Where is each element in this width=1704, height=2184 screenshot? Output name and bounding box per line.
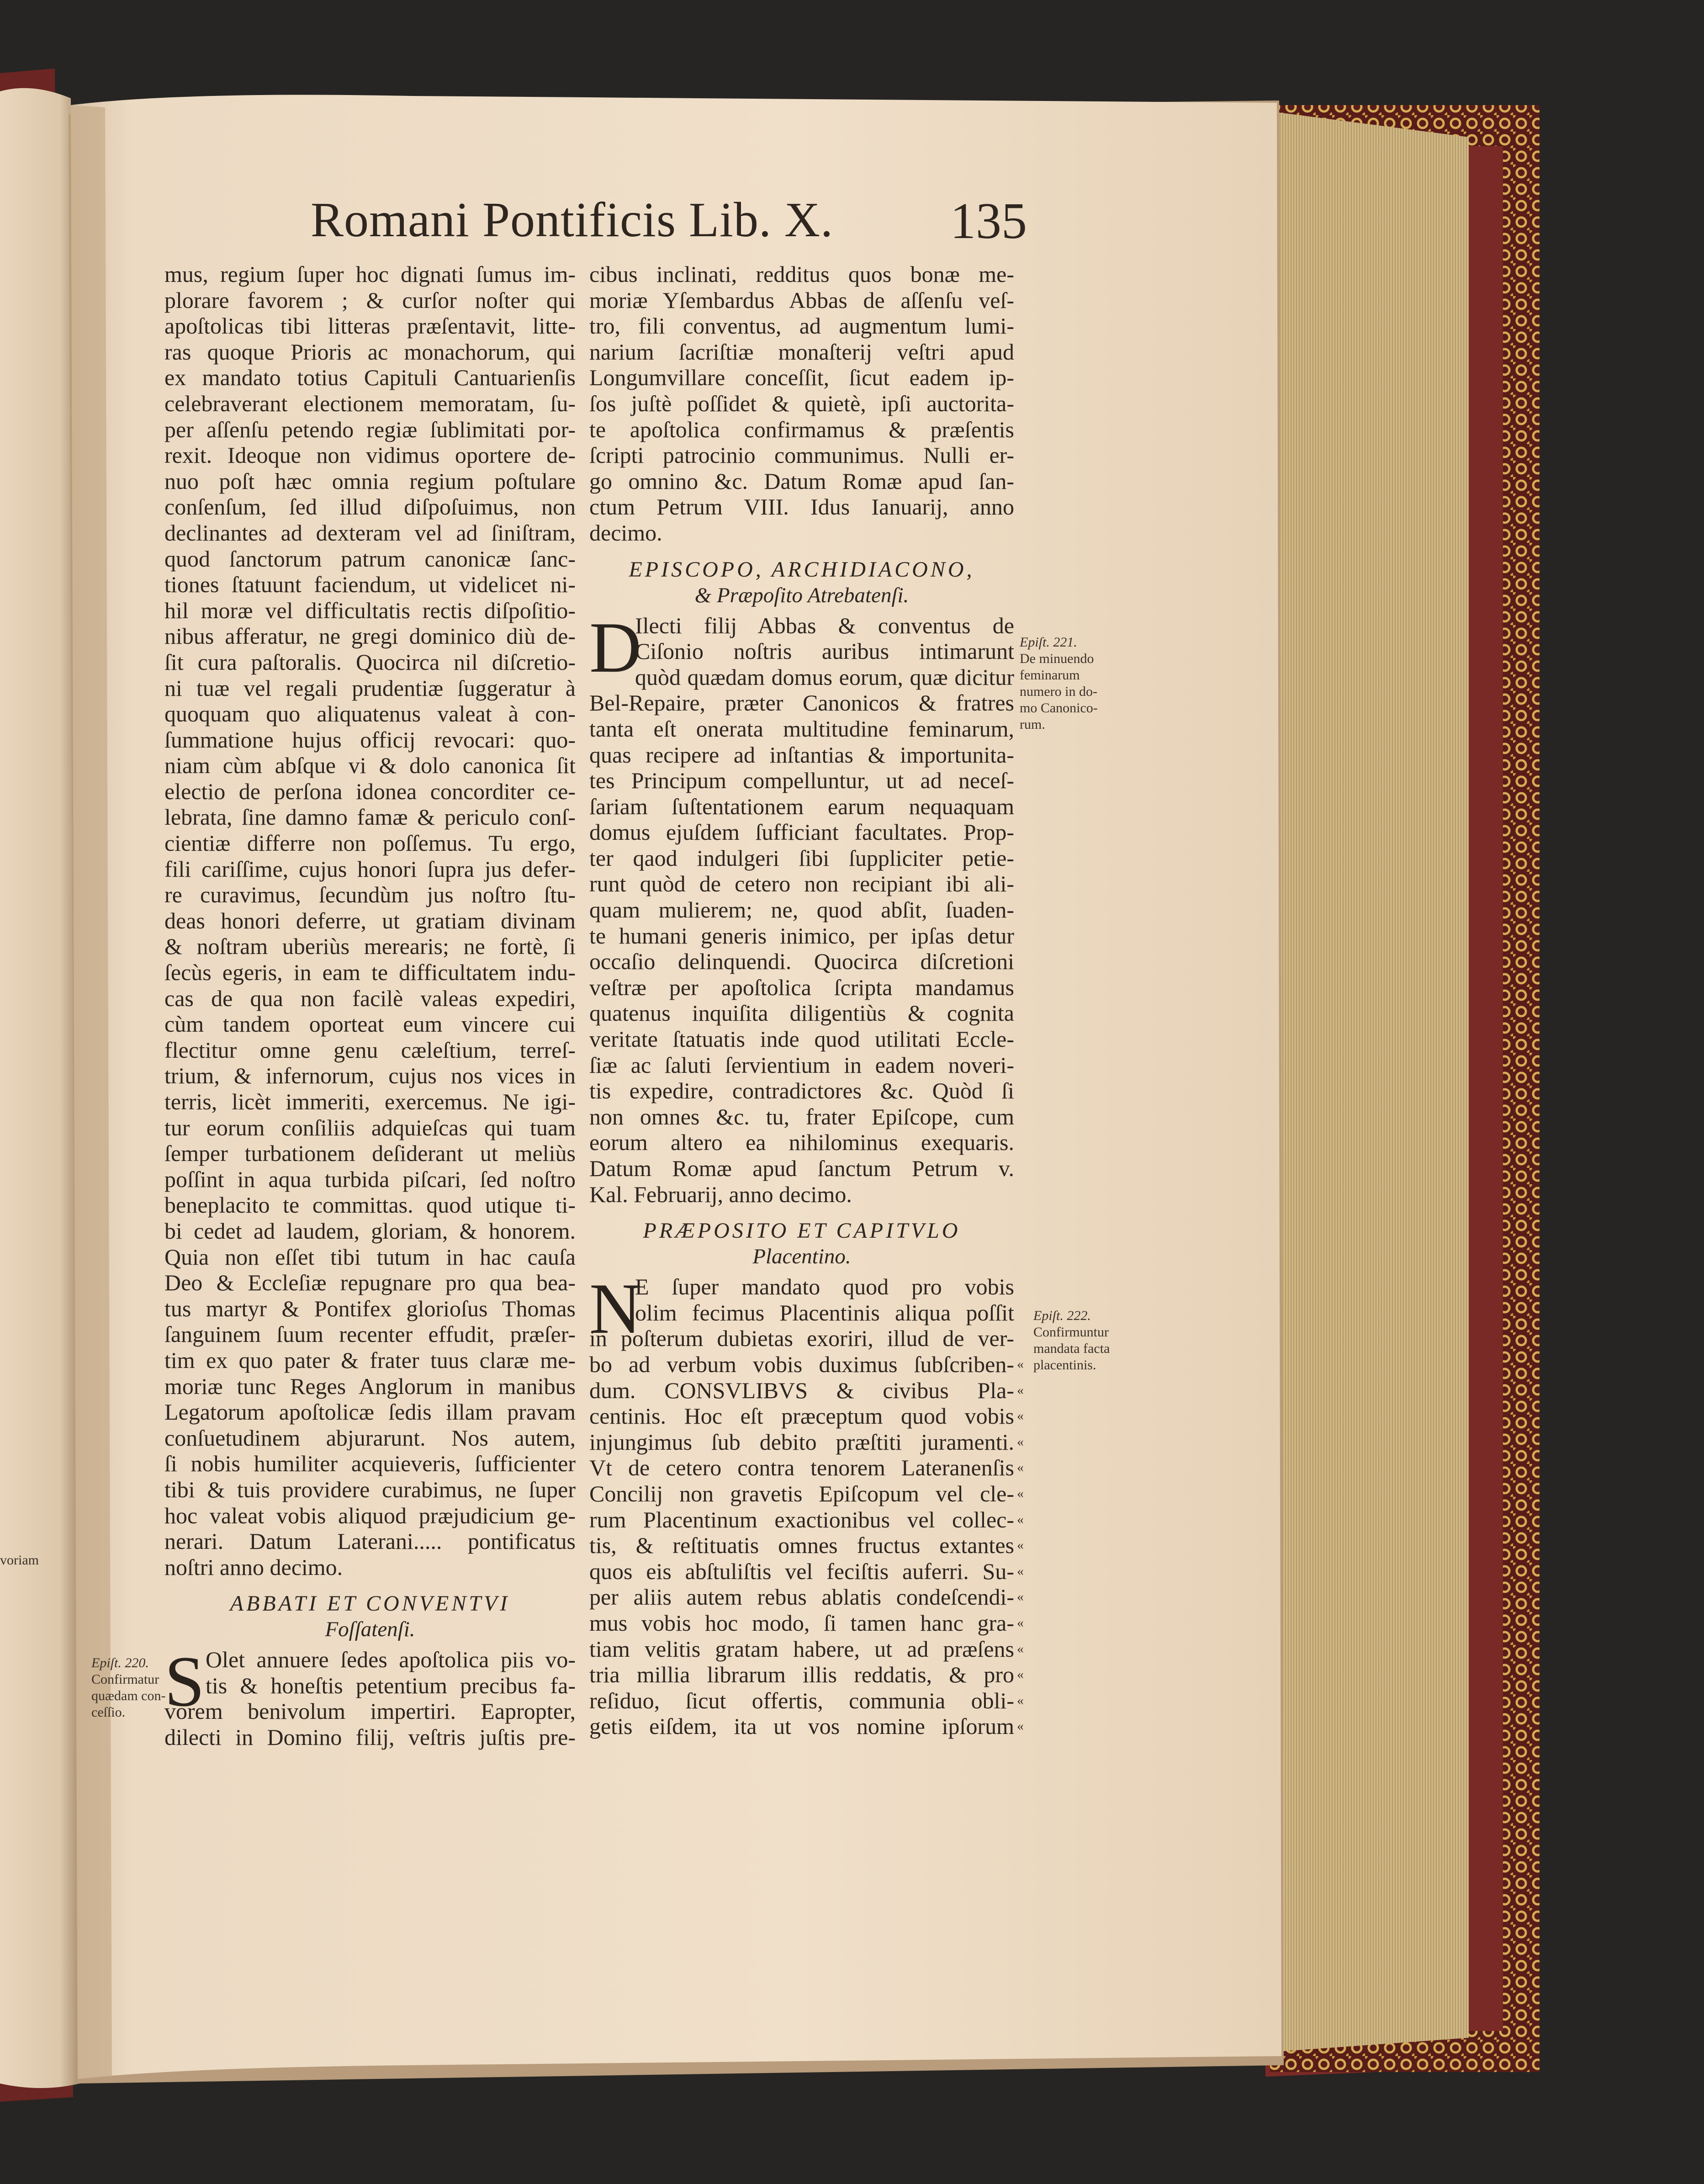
left-column: [164, 261, 576, 1750]
text-line: nibus afferatur, ne gregi dominico diù de-: [164, 623, 576, 649]
margin-note-line: quædam con-: [91, 1688, 166, 1703]
text-line: ras quoque Prioris ac monachorum, qui: [164, 339, 576, 365]
quotation-mark: «: [1017, 1408, 1024, 1424]
text-line: per aliis autem rebus ablatis condeſcendi-: [589, 1584, 1014, 1610]
text-line: veſtræ per apoſtolica ſcripta mandamus: [589, 974, 1014, 1000]
text-line: Legatorum apoſtolicæ ſedis illam pravam: [164, 1399, 576, 1425]
text-line: Deo & Eccleſiæ repugnare pro qua bea-: [164, 1270, 576, 1296]
margin-note-line: ceſſio.: [91, 1705, 126, 1720]
heading-epist-220: ABBATI ET CONVENTVI: [230, 1591, 510, 1616]
margin-note-line: Epiſt. 220.: [91, 1655, 149, 1670]
epist-220-text: [164, 1642, 576, 1750]
gutter-shadow: [71, 105, 112, 2079]
margin-note-epist-221: [1020, 634, 1098, 733]
text-line: bi cedet ad laudem, gloriam, & honorem.: [164, 1218, 576, 1244]
text-line: tibi & tuis providere curabimus, ne ſuper: [164, 1476, 576, 1502]
text-line: ſos juſtè poſſidet & quietè, ipſi auctorita-: [589, 390, 1014, 416]
margin-note-line: rum.: [1020, 717, 1045, 732]
text-line: noſtri anno decimo.: [164, 1554, 343, 1580]
text-line: fili cariſſime, cujus honori ſupra jus defer-: [164, 856, 576, 882]
text-line: quod ſanctorum patrum canonicæ ſanc-: [164, 546, 576, 572]
text-line: decimo.: [589, 519, 662, 546]
text-line: moriæ tunc Reges Anglorum in manibus: [164, 1373, 576, 1399]
text-line: getis eiſdem, ita ut vos nomine ipſorum: [589, 1713, 1014, 1739]
text-line: vorem benivolum impertiri. Eapropter,: [164, 1698, 576, 1724]
text-line: tis expedire, contradictores &c. Quòd ſi: [589, 1078, 1014, 1104]
epist-221-text: [589, 607, 1014, 1208]
text-line: mus, regium ſuper hoc dignati ſumus im-: [164, 261, 576, 287]
quotation-mark: «: [1017, 1434, 1024, 1449]
text-line: ex mandato totius Capituli Cantuarienſis: [164, 365, 576, 391]
text-line: Concilij non gravetis Epiſcopum vel cle-: [589, 1480, 1014, 1506]
quotation-mark: «: [1017, 1718, 1024, 1734]
text-line: moriæ Yſembardus Abbas de aſſenſu veſ-: [589, 287, 1014, 313]
right-column-lines: [589, 261, 1014, 546]
text-line: re curavimus, ſecundùm jus noſtro ſtu-: [164, 882, 576, 908]
margin-note-line: Confirmuntur: [1033, 1325, 1109, 1340]
text-line: celebraverant electionem memoratam, ſu-: [164, 390, 576, 416]
text-line: mus vobis hoc modo, ſi tamen hanc gra-: [589, 1610, 1014, 1636]
text-line: conſuetudinem abjurarunt. Nos autem,: [164, 1425, 576, 1451]
page-block-edge: [1275, 112, 1469, 2051]
text-line: te humani generis inimico, per ipſas detur: [589, 922, 1014, 949]
quotation-marks-column: [1017, 1352, 1035, 1739]
text-line: rum Placentinum exactionibus vel collec-: [589, 1506, 1014, 1532]
margin-note-line: numero in do-: [1020, 684, 1097, 699]
quotation-mark: «: [1017, 1511, 1024, 1527]
text-line: go omnino &c. Datum Romæ apud ſan-: [589, 468, 1014, 494]
text-line: hil moræ vel difficultatis rectis diſpoſitio-: [164, 597, 576, 623]
text-line: tis, & reſtituatis omnes fructus extantes: [589, 1532, 1014, 1558]
text-line: Olet annuere ſedes apoſtolica piis vo-: [206, 1647, 576, 1673]
text-line: quas recipere ad inſtantias & importunita-: [589, 742, 1014, 768]
text-line: & noſtram uberiùs merearis; ne fortè, ſi: [164, 933, 576, 959]
text-line: injungimus ſub debito præſtiti juramenti.: [589, 1429, 1014, 1455]
running-head: Romani Pontificis Lib. X.: [311, 193, 833, 247]
text-line: centinis. Hoc eſt præceptum quod vobis: [589, 1403, 1014, 1429]
text-line: tis & honeſtis petentium precibus fa-: [206, 1672, 576, 1698]
text-line: quam mulierem; ne, quod abſit, ſuaden-: [589, 897, 1014, 923]
text-line: trium, & infernorum, cujus nos vices in: [164, 1063, 576, 1089]
margin-note-line: feminarum: [1020, 668, 1080, 683]
text-line: Ciſonio noſtris auribus intimarunt: [635, 638, 1014, 664]
quotation-mark: «: [1017, 1382, 1024, 1398]
heading-epist-221: EPISCOPO, ARCHIDIACONO,: [629, 557, 975, 582]
quotation-mark: «: [1017, 1537, 1024, 1553]
drop-cap: S: [164, 1642, 205, 1722]
left-column-lines: [164, 261, 576, 1580]
subheading-epist-220: Foſſatenſi.: [325, 1617, 415, 1642]
text-line: tur eorum conſiliis adquieſcas qui tuam: [164, 1114, 576, 1140]
cover-gilt-band: [1503, 114, 1540, 2065]
text-line: declinantes ad dexteram vel ad ſiniſtram,: [164, 519, 576, 546]
text-line: Ilecti filij Abbas & conventus de: [635, 612, 1014, 638]
text-line: terris, licèt immeriti, exercemus. Ne igi-: [164, 1089, 576, 1114]
right-column: [589, 261, 1014, 1739]
page-number: 135: [950, 193, 1027, 249]
text-line: ſiæ ac ſaluti ſervientium in eadem noveri-: [589, 1052, 1014, 1078]
text-line: veritate ſtatuatis inde quod utilitati Eccle-: [589, 1026, 1014, 1052]
text-line: te apoſtolica confirmamus & præſentis: [589, 416, 1014, 442]
text-line: Bel-Repaire, præter Canonicos & fratres: [589, 690, 1014, 716]
text-line: per aſſenſu petendo regiæ ſublimitati por-: [164, 416, 576, 442]
text-line: cùm tandem oporteat eum vincere cui: [164, 1011, 576, 1037]
margin-note-line: placentinis.: [1033, 1357, 1096, 1373]
text-line: ſcripti patrocinio communimus. Nulli er-: [589, 442, 1014, 468]
text-line: dum. CONSVLIBVS & civibus Pla-: [589, 1377, 1014, 1403]
text-line: lebrata, ſine damno famæ & periculo conſ-: [164, 804, 576, 830]
text-line: nuo poſt hæc omnia regium poſtulare: [164, 468, 576, 494]
margin-note-epist-222: [1033, 1308, 1110, 1373]
quotation-mark: «: [1017, 1589, 1024, 1605]
text-line: niam cùm abſque vi & dolo canonica ſit: [164, 753, 576, 779]
text-line: hoc valeat vobis aliquod præjudicium ge-: [164, 1502, 576, 1528]
text-line: deas honori deferre, ut gratiam divinam: [164, 907, 576, 933]
text-line: occaſio delinquendi. Quocirca diſcretioni: [589, 949, 1014, 975]
text-line: ſit cura paſtoralis. Quocirca nil diſcretio-: [164, 649, 576, 675]
margin-note-line: Epiſt. 221.: [1020, 635, 1077, 650]
text-line: non omnes &c. tu, frater Epiſcope, cum: [589, 1103, 1014, 1129]
text-line: bo ad verbum vobis duximus ſubſcriben-: [589, 1351, 1014, 1377]
text-line: olim fecimus Placentinis aliqua poſſit: [635, 1299, 1014, 1325]
text-line: ſariam ſuſtentationem earum nequaquam: [589, 793, 1014, 819]
subheading-epist-221: & Præpoſito Atrebatenſi.: [694, 583, 909, 607]
quotation-mark: «: [1017, 1485, 1024, 1501]
margin-note-line: mandata facta: [1033, 1341, 1110, 1356]
text-line: dilecti in Domino filij, veſtris juſtis pre-: [164, 1724, 576, 1750]
text-line: ctum Petrum VIII. Idus Ianuarij, anno: [589, 494, 1014, 520]
margin-note-epist-220: [91, 1655, 165, 1721]
text-line: tro, fili conventus, ad augmentum lumi-: [589, 313, 1014, 339]
text-line: cas de qua non facilè valeas expediri,: [164, 985, 576, 1011]
drop-cap: N: [589, 1269, 642, 1349]
text-line: ni tuæ vel regali prudentiæ ſuggeratur à: [164, 675, 576, 701]
margin-note-line: Epiſt. 222.: [1033, 1308, 1091, 1323]
text-line: Kal. Februarij, anno decimo.: [589, 1181, 852, 1207]
text-line: apoſtolicas tibi litteras præſentavit, litte-: [164, 313, 576, 339]
text-line: tria millia librarum illis reddatis, & pro: [589, 1662, 1014, 1688]
text-line: runt quòd de cetero non recipiant ibi ali-: [589, 871, 1014, 897]
text-line: rexit. Ideoque non vidimus oportere de-: [164, 442, 576, 468]
quotation-mark: «: [1017, 1563, 1024, 1579]
text-line: ſanguinem ſuum recenter effudit, præſer-: [164, 1321, 576, 1347]
left-page: [0, 88, 80, 2088]
adjacent-page-fragment: voriam: [0, 1553, 39, 1568]
text-line: tes Principum compelluntur, ut ad neceſ-: [589, 768, 1014, 794]
text-line: nerari. Datum Laterani..... pontificatus: [164, 1528, 576, 1554]
text-line: ſecùs egeris, in eam te difficultatem indu-: [164, 959, 576, 986]
margin-note-line: Confirmatur: [91, 1672, 159, 1687]
text-line: tanta eſt onerata multitudine feminarum,: [589, 716, 1014, 742]
text-line: beneplacito te committas. quod utique ti-: [164, 1192, 576, 1218]
text-line: cibus inclinati, redditus quos bonæ me-: [589, 261, 1014, 287]
text-line: Vt de cetero contra tenorem Lateranenſis: [589, 1455, 1014, 1481]
text-line: poſſint in aqua turbida piſcari, ſed noſtro: [164, 1166, 576, 1192]
quotation-mark: «: [1017, 1615, 1024, 1630]
subheading-epist-222: Placentino.: [752, 1245, 851, 1269]
text-line: electio de perſona idonea concorditer ce-: [164, 778, 576, 804]
text-line: cientiæ differre non poſſemus. Tu ergo,: [164, 830, 576, 856]
text-line: ſemper turbationem deſiderant ut meliùs: [164, 1140, 576, 1166]
quotation-mark: «: [1017, 1356, 1024, 1372]
text-line: quoquam quo aliquatenus valeat à con-: [164, 701, 576, 727]
epist-222-text: [589, 1269, 1014, 1739]
quotation-mark: «: [1017, 1460, 1024, 1475]
text-line: ſummatione hujus officij revocari: quo-: [164, 726, 576, 753]
text-line: plorare favorem ; & curſor noſter qui: [164, 287, 576, 313]
quotation-mark: «: [1017, 1692, 1024, 1708]
margin-note-line: mo Canonico-: [1020, 700, 1098, 716]
text-line: ſi nobis humiliter acquieveris, ſufficienter: [164, 1451, 576, 1477]
text-line: tim ex quo pater & frater tuus claræ me-: [164, 1347, 576, 1373]
text-line: Datum Romæ apud ſanctum Petrum v.: [589, 1156, 1014, 1181]
text-line: Quia non eſſet tibi tutum in hac cauſa: [164, 1244, 576, 1270]
text-line: in poſterum dubietas exoriri, illud de ver-: [589, 1325, 1014, 1352]
margin-note-line: De minuendo: [1020, 651, 1094, 666]
drop-cap: D: [589, 607, 642, 688]
text-line: quos eis abſtuliſtis vel feciſtis auferri. Su-: [589, 1558, 1014, 1584]
quotation-mark: «: [1017, 1667, 1024, 1682]
text-line: ter qaod indulgeri ſibi ſuppliciter petie-: [589, 845, 1014, 871]
text-line: quòd quædam domus eorum, quæ dicitur: [635, 664, 1014, 690]
quotation-mark: «: [1017, 1641, 1024, 1656]
text-line: narium ſacriſtiæ monaſterij veſtri apud: [589, 339, 1014, 365]
text-line: tiam velitis gratam habere, ut ad præſens: [589, 1636, 1014, 1662]
text-line: quatenus inquiſita diligentiùs & cognita: [589, 1000, 1014, 1026]
text-line: conſenſum, ſed illud diſpoſuimus, non: [164, 494, 576, 520]
text-line: domus ejuſdem ſufficiant facultates. Prop-: [589, 819, 1014, 845]
text-line: Longumvillare conceſſit, ſicut eadem ip-: [589, 365, 1014, 391]
text-line: reſiduo, ſicut offertis, communia obli-: [589, 1687, 1014, 1713]
text-line: flectitur omne genu cæleſtium, terreſ-: [164, 1037, 576, 1063]
text-line: E ſuper mandato quod pro vobis: [635, 1274, 1014, 1300]
text-line: eorum altero ea nihilominus exequaris.: [589, 1129, 1014, 1156]
text-line: tiones ſtatuunt faciendum, ut videlicet ni-: [164, 572, 576, 598]
heading-epist-222: PRÆPOSITO ET CAPITVLO: [643, 1219, 961, 1243]
text-line: tus martyr & Pontifex glorioſus Thomas: [164, 1295, 576, 1321]
